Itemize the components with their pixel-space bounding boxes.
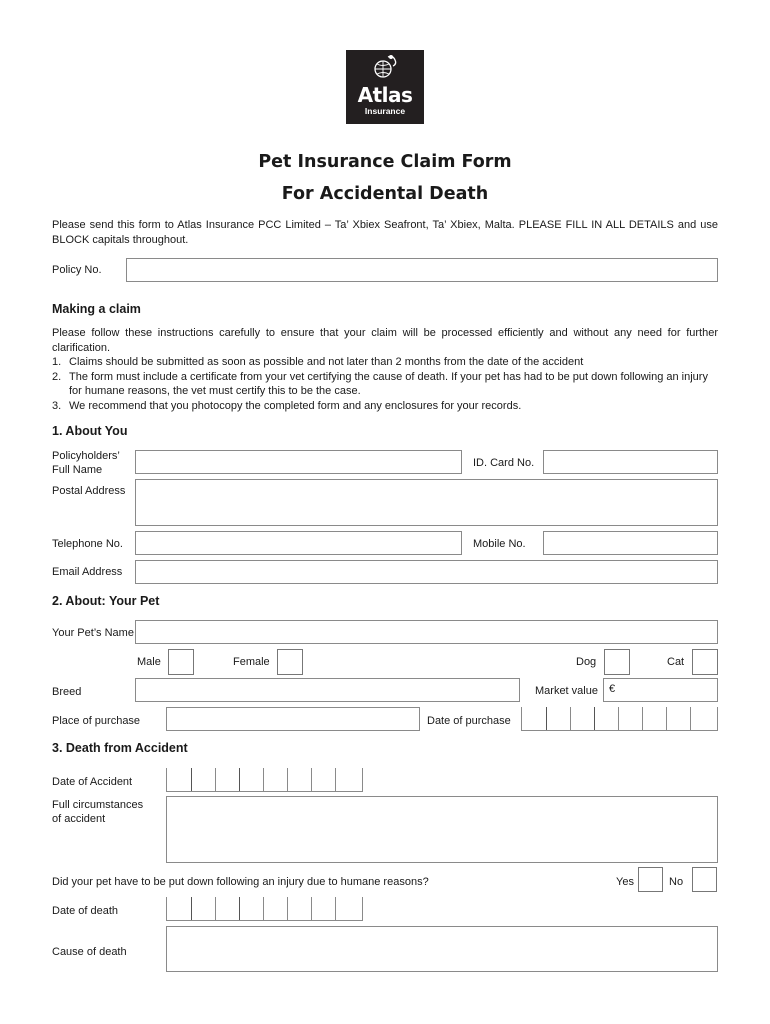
postal-address-label: Postal Address — [52, 485, 126, 497]
title-line-2: For Accidental Death — [281, 184, 489, 204]
male-label: Male — [137, 656, 161, 668]
circumstances-label-line-1: Full circumstances — [52, 799, 144, 811]
humane-question: Did your pet have to be put down following an injury due to humane reasons? — [52, 876, 429, 888]
telephone-label: Telephone No. — [52, 538, 123, 550]
date-of-purchase-label: Date of purchase — [427, 715, 511, 727]
list-item — [52, 399, 718, 414]
email-label: Email Address — [52, 566, 123, 578]
date-of-accident-label: Date of Accident — [52, 776, 133, 788]
circumstances-label — [52, 798, 143, 826]
date-of-purchase-field[interactable] — [521, 707, 718, 731]
breed-field[interactable] — [135, 678, 520, 702]
email-field[interactable] — [135, 560, 718, 584]
circumstances-field[interactable] — [166, 796, 718, 863]
list-item-number: 3. — [52, 399, 62, 412]
list-item-text: Claims should be submitted as soon as possible and not later than 2 months from the date of the accident — [69, 356, 584, 368]
no-label: No — [669, 876, 684, 888]
mobile-field[interactable] — [543, 531, 718, 555]
market-value-field[interactable] — [603, 678, 718, 702]
making-claim-lead: Please follow these instructions carefully to ensure that your claim will be processed efficiently and without any need for further clarification. — [52, 327, 718, 354]
postal-address-field[interactable] — [135, 479, 718, 526]
about-you-heading: 1. About You — [52, 424, 128, 438]
full-name-field[interactable] — [135, 450, 462, 474]
pet-name-field[interactable] — [135, 620, 718, 644]
logo-sub: Insurance — [364, 106, 406, 116]
list-item-number: 2. — [52, 370, 62, 383]
date-of-death-label: Date of death — [52, 905, 119, 917]
market-value-label: Market value — [535, 685, 598, 697]
list-item-number: 1. — [52, 356, 62, 368]
policy-label: Policy No. — [52, 264, 102, 276]
list-item — [52, 355, 718, 370]
page-title — [0, 146, 770, 210]
cause-of-death-field[interactable] — [166, 926, 718, 972]
policy-number-field[interactable] — [126, 258, 718, 282]
cat-checkbox[interactable] — [692, 649, 718, 675]
list-item-text: The form must include a certificate from your vet certifying the cause of death. If your pet has had to be put down following an injury for humane reasons, the vet must certify this to be the case. — [69, 370, 708, 397]
full-name-label-line-1: Policyholders’ — [52, 450, 120, 462]
list-item-text: We recommend that you photocopy the completed form and any enclosures for your records. — [69, 399, 522, 412]
title-line-1: Pet Insurance Claim Form — [258, 152, 512, 172]
making-claim-heading: Making a claim — [52, 302, 141, 316]
breed-label: Breed — [52, 686, 82, 698]
id-card-field[interactable] — [543, 450, 718, 474]
logo-brand: Atlas — [357, 83, 413, 107]
full-name-label-line-2: Full Name — [52, 464, 103, 476]
full-name-label — [52, 449, 120, 477]
about-pet-heading: 2. About: Your Pet — [52, 594, 160, 608]
cause-of-death-label: Cause of death — [52, 946, 127, 958]
list-item — [52, 370, 718, 399]
date-of-death-field[interactable] — [166, 897, 363, 921]
claim-instructions-list — [52, 355, 718, 413]
male-checkbox[interactable] — [168, 649, 194, 675]
circumstances-label-line-2: of accident — [52, 813, 106, 825]
yes-checkbox[interactable] — [638, 867, 663, 892]
telephone-field[interactable] — [135, 531, 462, 555]
mobile-label: Mobile No. — [473, 538, 526, 550]
no-checkbox[interactable] — [692, 867, 717, 892]
id-card-label: ID. Card No. — [473, 457, 535, 469]
female-label: Female — [233, 656, 270, 668]
female-checkbox[interactable] — [277, 649, 303, 675]
pet-name-label: Your Pet’s Name — [52, 627, 134, 639]
cat-label: Cat — [667, 656, 685, 668]
euro-symbol: € — [609, 683, 616, 695]
place-of-purchase-label: Place of purchase — [52, 715, 141, 727]
death-heading: 3. Death from Accident — [52, 741, 188, 755]
globe-figure-icon — [368, 54, 402, 80]
yes-label: Yes — [616, 876, 634, 888]
dog-checkbox[interactable] — [604, 649, 630, 675]
place-of-purchase-field[interactable] — [166, 707, 420, 731]
dog-label: Dog — [576, 656, 597, 668]
intro-text: Please send this form to Atlas Insurance PCC Limited – Ta’ Xbiex Seafront, Ta’ Xbiex, Malta. PLEASE FILL IN ALL DETAILS and use BLOCK capitals throughout. — [52, 219, 718, 246]
atlas-logo — [346, 50, 424, 124]
date-of-accident-field[interactable] — [166, 768, 363, 792]
